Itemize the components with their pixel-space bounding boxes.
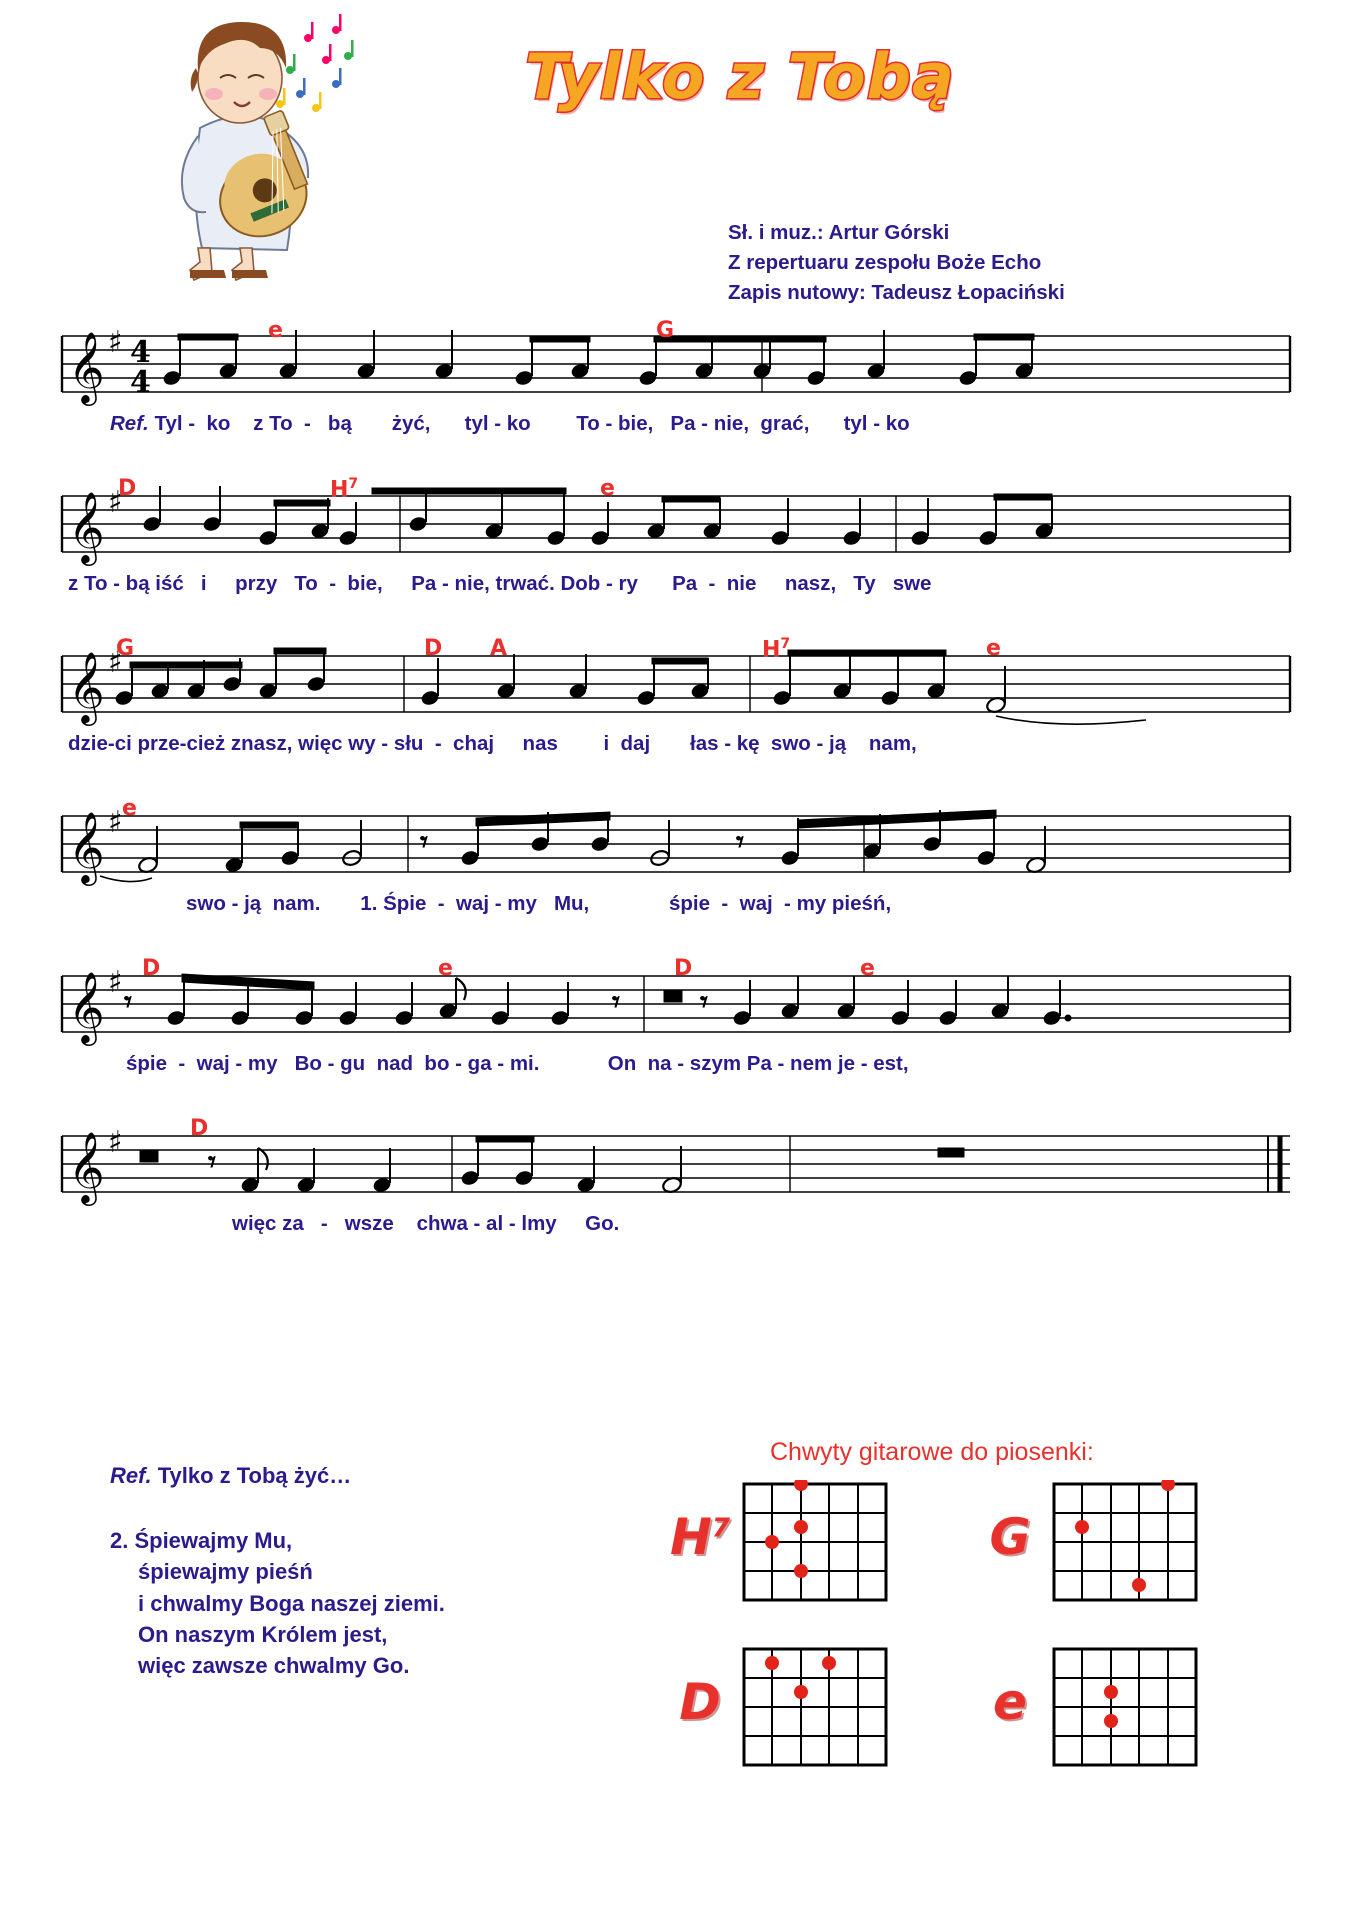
svg-text:𝄾: 𝄾 <box>700 985 708 1020</box>
chord-label: D <box>190 1116 209 1141</box>
chord-label: G <box>656 318 675 343</box>
svg-text:𝄞: 𝄞 <box>68 1130 105 1203</box>
chord-label: $H^7$ <box>762 636 791 663</box>
svg-text:𝄞: 𝄞 <box>68 490 105 563</box>
lyrics-text-block <box>110 1460 445 1681</box>
boy-with-guitar-illustration <box>140 8 385 298</box>
chord-diagram-d <box>660 1645 890 1780</box>
staff-system-1 <box>0 316 1363 476</box>
staff-system-2 <box>0 476 1363 636</box>
lyrics-line-1: Ref. Tyl - ko z To - bą żyć, tyl - ko To - bie, Pa - nie, grać, tyl - ko <box>110 412 910 435</box>
staff-system-5 <box>0 956 1363 1116</box>
fretboard-d <box>740 1645 890 1775</box>
chord-label: e <box>600 476 615 501</box>
lyrics-line-4: swo - ją nam. 1. Śpie - waj - my Mu, śpie - waj - my pieśń, <box>186 892 892 915</box>
staff-system-6 <box>0 1116 1363 1276</box>
svg-text:𝄾: 𝄾 <box>612 985 620 1020</box>
chord-diagram-e-minor <box>970 1645 1200 1780</box>
chord-label: D <box>142 956 161 981</box>
chord-label: e <box>986 636 1001 661</box>
svg-text:𝄞: 𝄞 <box>68 330 105 403</box>
musical-score <box>0 316 1363 1276</box>
chord-label: e <box>860 956 875 981</box>
guitar-chords-title: Chwyty gitarowe do piosenki: <box>770 1438 1094 1466</box>
staff-system-4 <box>0 796 1363 956</box>
chord-label: D <box>674 956 693 981</box>
svg-text:♯: ♯ <box>108 645 123 680</box>
lyrics-line-6: więc za - wsze chwa - al - lmy Go. <box>232 1212 620 1235</box>
verse-2-line-2: śpiewajmy pieśń <box>138 1559 313 1585</box>
chord-diagram-label: G <box>989 1508 1031 1566</box>
verse-2-line-1: 2. Śpiewajmy Mu, <box>110 1528 293 1554</box>
svg-text:♯: ♯ <box>108 485 123 520</box>
chord-label: e <box>268 318 283 343</box>
bottom-section <box>0 1400 1363 1920</box>
svg-text:𝄞: 𝄞 <box>68 650 105 723</box>
svg-text:4: 4 <box>130 365 151 400</box>
svg-text:4: 4 <box>130 335 151 370</box>
fretboard-g <box>1050 1480 1200 1610</box>
chord-label: D <box>424 636 443 661</box>
svg-text:𝄞: 𝄞 <box>68 810 105 883</box>
refrain-reference <box>110 1460 445 1491</box>
svg-text:♯: ♯ <box>108 965 123 1000</box>
chord-label: A <box>490 636 508 661</box>
chord-diagram-label: e <box>993 1673 1027 1731</box>
credit-line-3: Zapis nutowy: Tadeusz Łopaciński <box>728 281 1065 305</box>
fretboard-h7 <box>740 1480 890 1610</box>
lyrics-line-5: śpie - waj - my Bo - gu nad bo - ga - mi. On na - szym Pa - nem je - est, <box>126 1052 909 1075</box>
refrain-text: Tylko z Tobą żyć… <box>157 1463 352 1488</box>
chord-diagram-h7 <box>660 1480 890 1615</box>
chord-label: $H^7$ <box>330 476 359 503</box>
svg-text:♯: ♯ <box>108 325 123 360</box>
staff-system-3 <box>0 636 1363 796</box>
lyrics-line-3: dzie-ci prze-cież znasz, więc wy - słu - chaj nas i daj łas - kę swo - ją nam, <box>68 732 917 755</box>
chord-diagram-label: D <box>679 1673 721 1731</box>
chord-diagram-label: $H^7$ <box>670 1508 730 1566</box>
verse-2-line-5: więc zawsze chwalmy Go. <box>138 1653 410 1679</box>
svg-text:♯: ♯ <box>108 805 123 840</box>
credit-line-1: Sł. i muz.: Artur Górski <box>728 221 950 244</box>
chord-diagram-g <box>970 1480 1200 1615</box>
chord-label: G <box>116 636 135 661</box>
verse-2-line-3: i chwalmy Boga naszej ziemi. <box>138 1590 445 1616</box>
chord-label: D <box>118 476 137 501</box>
chord-label: e <box>438 956 453 981</box>
svg-text:𝄾: 𝄾 <box>124 985 132 1020</box>
verse-2 <box>110 1525 445 1681</box>
svg-text:♯: ♯ <box>108 1125 123 1160</box>
credits-block <box>728 218 1065 308</box>
svg-text:𝄞: 𝄞 <box>68 970 105 1043</box>
chord-label: e <box>122 796 137 821</box>
credit-line-2: Z repertuaru zespołu Boże Echo <box>728 251 1042 275</box>
refrain-label: Ref. <box>110 1463 152 1488</box>
lyrics-line-2: z To - bą iść i przy To - bie, Pa - nie, trwać. Dob - ry Pa - nie nasz, Ty swe <box>68 572 932 595</box>
svg-text:𝄾: 𝄾 <box>736 825 744 860</box>
page-title: Tylko z Tobą <box>525 40 955 113</box>
fretboard-e-minor <box>1050 1645 1200 1775</box>
svg-text:𝄾: 𝄾 <box>208 1145 216 1180</box>
verse-2-line-4: On naszym Królem jest, <box>138 1621 388 1647</box>
document-header <box>0 0 1363 310</box>
svg-text:𝄾: 𝄾 <box>420 825 428 860</box>
